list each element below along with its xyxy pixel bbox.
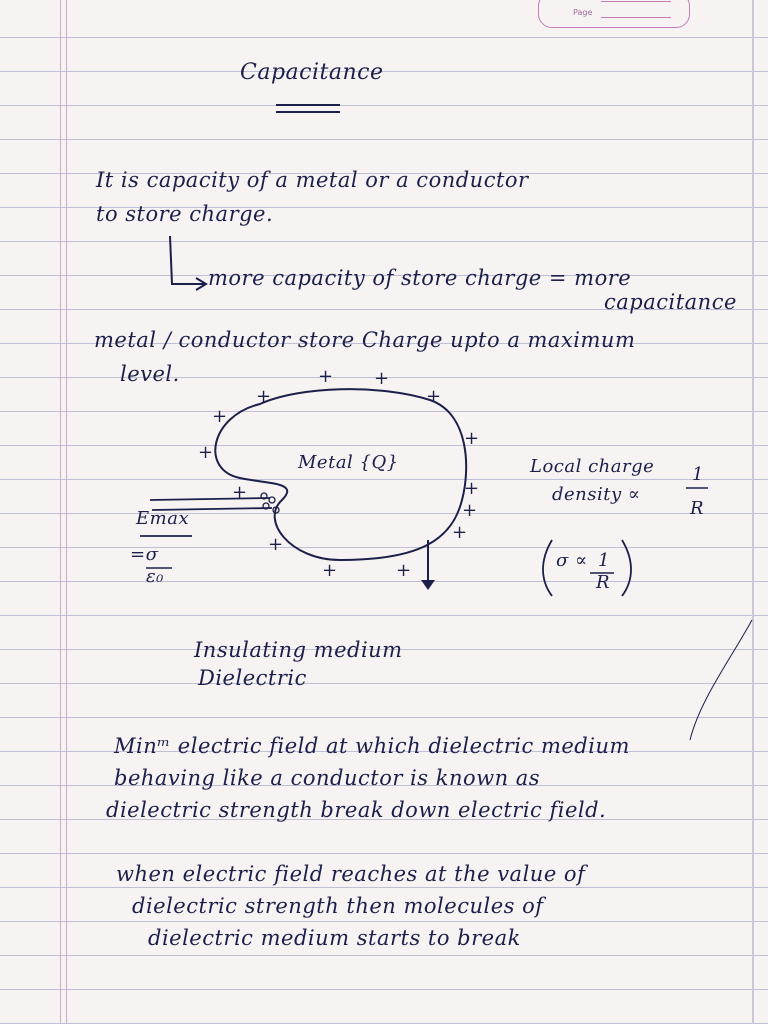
emax-label: Emax — [136, 508, 190, 529]
medium-line-1: Insulating medium — [194, 638, 403, 662]
field-line — [150, 498, 270, 500]
arrow-note-line-1: more capacity of store charge = more — [208, 266, 632, 290]
charge-plus: + — [322, 560, 338, 581]
charge-plus: + — [462, 500, 478, 521]
metal-body-label: Metal {Q} — [298, 452, 399, 473]
relation-denominator: R — [596, 572, 611, 593]
charge-plus: + — [464, 478, 480, 499]
definition-line-2: to store charge. — [96, 202, 274, 226]
charge-plus: + — [198, 442, 214, 463]
charge-density-label-line-2: density ∝ — [552, 484, 641, 505]
charge-plus: + — [374, 368, 390, 389]
charge-density-label-line-1: Local charge — [530, 456, 655, 477]
page-label: Page — [573, 8, 593, 17]
charge-plus: + — [256, 386, 272, 407]
dielectric-strength-line-2: behaving like a conductor is known as — [114, 766, 541, 790]
definition-line-1: It is capacity of a metal or a conductor — [96, 168, 529, 192]
medium-line-2: Dielectric — [198, 666, 307, 690]
conductor-outline — [215, 389, 466, 560]
dielectric-strength-line-1: Minᵐ electric field at which dielectric medium — [114, 734, 630, 758]
ground-arrow — [421, 580, 435, 590]
breakdown-line-1: when electric field reaches at the value of — [116, 862, 586, 886]
statement-line-1: metal / conductor store Charge upto a maximum — [94, 328, 636, 352]
density-fraction-denominator: R — [690, 498, 705, 519]
charge-plus: + — [464, 428, 480, 449]
arrow-note-line-2: capacitance — [604, 290, 737, 314]
charge-plus: + — [268, 534, 284, 555]
charge-plus: + — [426, 386, 442, 407]
emax-formula-denominator: ε₀ — [146, 566, 164, 587]
charge-plus: + — [396, 560, 412, 581]
relation-numerator: 1 — [598, 550, 610, 571]
breakdown-line-3: dielectric medium starts to break — [148, 926, 521, 950]
charge-plus: + — [318, 366, 334, 387]
dielectric-strength-line-3: dielectric strength break down electric field. — [106, 798, 607, 822]
relation-left: σ ∝ — [556, 550, 588, 571]
charge-plus: + — [452, 522, 468, 543]
statement-line-2: level. — [120, 362, 180, 386]
page-title: Capacitance — [240, 60, 384, 85]
charge-plus: + — [232, 482, 248, 503]
density-fraction-numerator: 1 — [692, 464, 704, 485]
emax-formula-numerator: =σ — [130, 544, 159, 565]
charge-plus: + — [212, 406, 228, 427]
breakdown-line-2: dielectric strength then molecules of — [132, 894, 544, 918]
